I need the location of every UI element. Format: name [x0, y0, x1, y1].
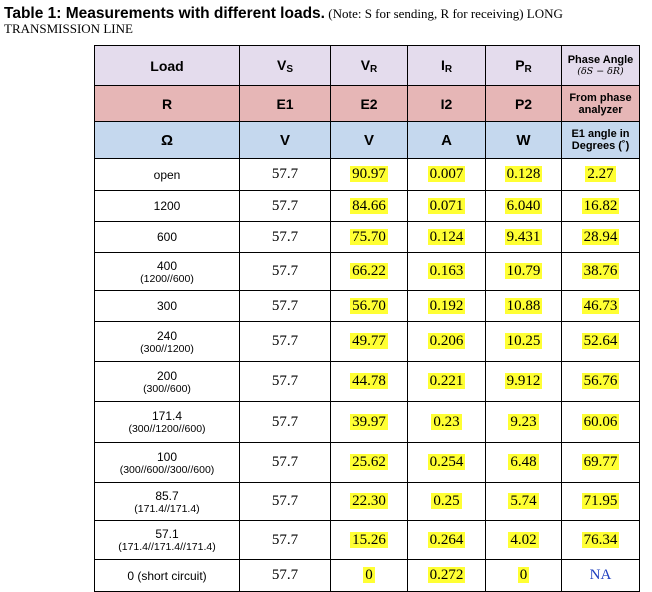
phase-cell — [562, 443, 640, 483]
vr-cell — [331, 191, 408, 222]
vs-value: 57.7 — [271, 413, 299, 430]
table-row — [95, 362, 640, 402]
phase-value: 2.27 — [587, 166, 614, 182]
load-combination: (300//600) — [143, 382, 191, 395]
phase-formula: (δS − δR) — [577, 65, 624, 77]
header-load: Load — [95, 46, 240, 86]
ir-value: 0.206 — [429, 333, 464, 349]
ir-value: 0.25 — [433, 493, 460, 509]
pr-cell — [486, 191, 562, 222]
vs-value: 57.7 — [271, 297, 299, 314]
ir-value: 0.163 — [429, 263, 464, 279]
load-value: 171.4 — [151, 409, 183, 423]
load-combination: (300//1200) — [140, 342, 194, 355]
load-cell — [95, 322, 240, 362]
ir-value: 0.221 — [429, 373, 464, 389]
vr-cell — [331, 443, 408, 483]
vs-value: 57.7 — [271, 333, 299, 349]
pr-cell — [486, 521, 562, 560]
vr-cell — [331, 521, 408, 560]
phase-value: 69.77 — [583, 454, 618, 470]
load-cell — [95, 402, 240, 443]
phase-value: 16.82 — [583, 197, 618, 214]
ir-value: 0.23 — [433, 413, 460, 430]
pr-cell — [486, 443, 562, 483]
load-value: 300 — [156, 299, 178, 313]
ir-cell — [408, 521, 486, 560]
load-value: open — [153, 167, 181, 182]
load-cell — [95, 362, 240, 402]
vr-value: 44.78 — [352, 373, 386, 389]
header-vs: $V_S$ — [240, 46, 331, 86]
phase-value: 71.95 — [583, 493, 618, 509]
phase-cell — [562, 483, 640, 521]
vr-value: 75.70 — [352, 228, 386, 245]
header-unit-load: Ω — [95, 122, 240, 159]
table-row — [95, 560, 640, 592]
vr-cell — [331, 222, 408, 253]
pr-value: 0 — [519, 567, 528, 583]
vs-value: 57.7 — [271, 531, 299, 548]
load-cell — [95, 483, 240, 521]
vr-value: 49.77 — [352, 333, 386, 349]
ir-value: 0.254 — [429, 454, 464, 470]
phase-cell — [562, 222, 640, 253]
header-row-symbols — [95, 86, 640, 122]
header-unit-phase: E1 angle in Degrees (˚) — [562, 122, 640, 159]
measurements-table — [94, 45, 640, 592]
load-value: 200 — [156, 368, 178, 383]
ir-value: 0.124 — [429, 228, 464, 245]
header-symbol-ir: I2 — [408, 86, 486, 122]
load-value: 600 — [156, 230, 178, 244]
vr-cell — [331, 560, 408, 592]
vr-value: 15.26 — [352, 531, 386, 548]
ir-value: 0.192 — [429, 297, 464, 314]
pr-value: 9.912 — [506, 373, 541, 389]
vs-cell — [240, 560, 331, 592]
load-value: 240 — [156, 328, 178, 343]
pr-value: 4.02 — [510, 531, 537, 548]
vr-cell — [331, 291, 408, 322]
vs-value: 57.7 — [271, 263, 299, 279]
phase-cell — [562, 521, 640, 560]
load-combination: (300//1200//600) — [128, 423, 206, 435]
pr-value: 6.48 — [510, 454, 537, 470]
load-combination: (171.4//171.4) — [134, 502, 200, 515]
pr-cell — [486, 560, 562, 592]
vr-cell — [331, 362, 408, 402]
caption-title: Table 1: Measurements with different loads. — [4, 5, 325, 22]
pr-value: 5.74 — [510, 493, 537, 509]
vs-value: 57.7 — [271, 373, 299, 389]
header-row-quantities — [95, 46, 640, 86]
header-ir: $I_R$ — [408, 46, 486, 86]
vr-value: 90.97 — [352, 166, 386, 182]
phase-cell — [562, 362, 640, 402]
vs-value: 57.7 — [271, 228, 299, 245]
ir-cell — [408, 322, 486, 362]
phase-value: 38.76 — [583, 263, 618, 279]
header-unit-vs: V — [240, 122, 331, 159]
vs-cell — [240, 253, 331, 291]
pr-cell — [486, 291, 562, 322]
header-pr: $P_R$ — [486, 46, 562, 86]
table-row — [95, 322, 640, 362]
ir-cell — [408, 291, 486, 322]
vs-value: 57.7 — [271, 454, 299, 470]
table-row — [95, 483, 640, 521]
pr-cell — [486, 322, 562, 362]
pr-value: 9.23 — [510, 413, 537, 430]
header-row-units — [95, 122, 640, 159]
load-value: 85.7 — [155, 488, 179, 503]
load-combination: (300//600//300//600) — [119, 463, 215, 476]
pr-cell — [486, 159, 562, 191]
table-row — [95, 402, 640, 443]
load-combination: (171.4//171.4//171.4) — [118, 541, 216, 553]
ir-cell — [408, 222, 486, 253]
ir-value: 0.007 — [429, 166, 464, 182]
pr-cell — [486, 483, 562, 521]
pr-value: 10.79 — [506, 263, 541, 279]
phase-cell — [562, 322, 640, 362]
vr-cell — [331, 483, 408, 521]
ir-value: 0.272 — [429, 567, 464, 583]
header-unit-vr: V — [331, 122, 408, 159]
vr-value: 0 — [365, 567, 373, 583]
ir-cell — [408, 560, 486, 592]
load-value: 1200 — [153, 199, 181, 213]
header-unit-pr: W — [486, 122, 562, 159]
load-cell — [95, 560, 240, 592]
phase-cell — [562, 191, 640, 222]
load-value: 0 (short circuit) — [127, 568, 207, 583]
phase-value: 52.64 — [583, 333, 618, 349]
phase-value: 56.76 — [583, 373, 618, 389]
vr-value: 56.70 — [352, 297, 386, 314]
pr-cell — [486, 253, 562, 291]
table-row — [95, 159, 640, 191]
caption-note: (Note: S for sending, R for receiving) LONG TRANSMISSION LINE — [4, 6, 563, 36]
vs-cell — [240, 159, 331, 191]
pr-value: 0.128 — [506, 166, 541, 182]
header-symbol-phase: From phase analyzer — [562, 86, 640, 122]
ir-cell — [408, 159, 486, 191]
load-cell — [95, 521, 240, 560]
vs-value: 57.7 — [271, 493, 299, 509]
phase-cell — [562, 291, 640, 322]
pr-value: 10.88 — [506, 297, 541, 314]
phase-value: 60.06 — [583, 413, 618, 430]
vr-value: 39.97 — [352, 413, 386, 430]
pr-cell — [486, 222, 562, 253]
header-vr: $V_R$ — [331, 46, 408, 86]
ir-value: 0.264 — [429, 531, 464, 548]
vs-cell — [240, 222, 331, 253]
header-phase-angle: Phase Angle (δS − δR) — [562, 46, 640, 86]
header-symbol-vr: E2 — [331, 86, 408, 122]
phase-value: 46.73 — [583, 297, 618, 314]
load-cell — [95, 253, 240, 291]
phase-value: 76.34 — [583, 531, 618, 548]
vr-cell — [331, 402, 408, 443]
load-value: 57.1 — [155, 527, 179, 541]
ir-cell — [408, 483, 486, 521]
table-row — [95, 443, 640, 483]
vs-value: 57.7 — [271, 197, 299, 214]
pr-value: 6.040 — [506, 197, 541, 214]
vs-cell — [240, 322, 331, 362]
ir-cell — [408, 253, 486, 291]
table-row — [95, 291, 640, 322]
vs-cell — [240, 521, 331, 560]
load-combination: (1200//600) — [140, 272, 194, 285]
table-row — [95, 253, 640, 291]
vs-cell — [240, 191, 331, 222]
vs-cell — [240, 443, 331, 483]
ir-value: 0.071 — [429, 197, 464, 214]
pr-value: 9.431 — [506, 228, 541, 245]
header-symbol-load: R — [95, 86, 240, 122]
vs-cell — [240, 362, 331, 402]
load-cell — [95, 443, 240, 483]
pr-cell — [486, 362, 562, 402]
pr-value: 10.25 — [506, 333, 541, 349]
vs-cell — [240, 483, 331, 521]
vr-value: 22.30 — [352, 493, 386, 509]
phase-cell — [562, 560, 640, 592]
header-symbol-vs: E1 — [240, 86, 331, 122]
phase-cell — [562, 253, 640, 291]
vr-cell — [331, 322, 408, 362]
phase-value: NA — [589, 567, 612, 583]
header-unit-ir: A — [408, 122, 486, 159]
vr-value: 84.66 — [352, 197, 386, 214]
table-row — [95, 222, 640, 253]
ir-cell — [408, 191, 486, 222]
load-value: 400 — [156, 258, 178, 273]
vs-cell — [240, 402, 331, 443]
ir-cell — [408, 362, 486, 402]
vr-cell — [331, 253, 408, 291]
vr-value: 25.62 — [352, 454, 386, 470]
phase-cell — [562, 159, 640, 191]
load-cell — [95, 191, 240, 222]
vs-cell — [240, 291, 331, 322]
ir-cell — [408, 443, 486, 483]
load-cell — [95, 159, 240, 191]
phase-cell — [562, 402, 640, 443]
vs-value: 57.7 — [271, 166, 299, 182]
table-row — [95, 521, 640, 560]
vr-cell — [331, 159, 408, 191]
header-symbol-pr: P2 — [486, 86, 562, 122]
ir-cell — [408, 402, 486, 443]
table-caption — [4, 6, 650, 36]
load-cell — [95, 222, 240, 253]
vr-value: 66.22 — [352, 263, 386, 279]
table-row — [95, 191, 640, 222]
pr-cell — [486, 402, 562, 443]
vs-value: 57.7 — [271, 567, 299, 583]
load-value: 100 — [156, 449, 178, 464]
load-cell — [95, 291, 240, 322]
phase-value: 28.94 — [583, 228, 618, 245]
